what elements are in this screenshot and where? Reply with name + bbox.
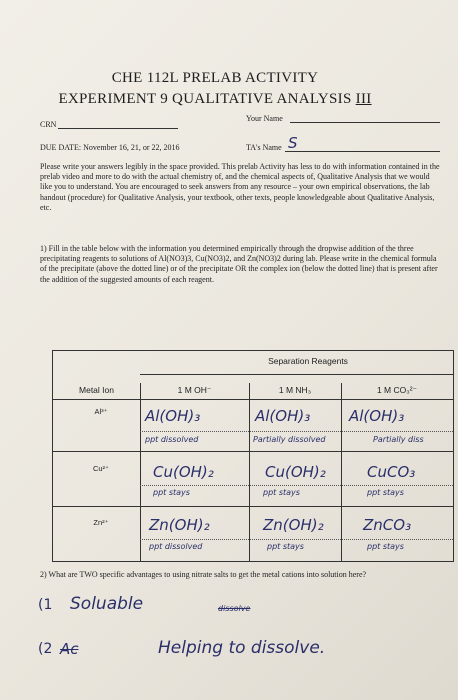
cell-al-nh3-note: Partially dissolved <box>253 435 326 444</box>
subtitle-text: EXPERIMENT 9 QUALITATIVE ANALYSIS <box>58 91 352 107</box>
dotted-line <box>140 539 453 540</box>
table-col-divider <box>341 383 342 561</box>
crn-field-line[interactable] <box>58 128 178 129</box>
answer-2-text: Helping to dissolve. <box>158 638 326 658</box>
ion-label: Zn²⁺ <box>93 518 109 527</box>
separation-reagents-header: Separation Reagents <box>268 356 348 366</box>
your-name-field-line[interactable] <box>290 122 440 123</box>
ion-label: Cu²⁺ <box>92 464 110 473</box>
cell-zn-oh-note: ppt dissolved <box>149 542 203 551</box>
cell-al-oh-note: ppt dissolved <box>145 435 199 444</box>
crn-label: CRN <box>40 120 57 129</box>
cell-cu-co3-note: ppt stays <box>367 488 404 497</box>
cell-zn-nh3: Zn(OH)₂ <box>263 516 324 534</box>
table-row-divider <box>53 506 453 507</box>
answer-2-number: (2 <box>38 641 53 657</box>
cell-cu-oh-note: ppt stays <box>153 488 190 497</box>
worksheet-title: CHE 112L PRELAB ACTIVITY <box>111 70 319 86</box>
cell-zn-oh: Zn(OH)₂ <box>149 516 210 534</box>
metal-ion-header: Metal Ion <box>79 385 114 395</box>
ta-name-field-line[interactable] <box>285 151 440 152</box>
cell-cu-nh3: Cu(OH)₂ <box>265 463 326 481</box>
ion-label: Al³⁺ <box>94 407 108 416</box>
question-1-text: 1) Fill in the table below with the information you determined empirically through the dropwise addition of the three precipitating reagents to solutions of Al(NO3)3, Cu(NO3)2, and Zn(NO3)2 during lab. Please write in the chemical formula of the precipitate (above the dotted line) or of the precipitate OR the complex ion (below the dotted line) that is present after the addition of the suggested amounts of each reagent. <box>40 244 438 284</box>
dotted-line <box>140 485 453 486</box>
worksheet-subtitle <box>0 91 430 108</box>
question-2-text: 2) What are TWO specific advantages to using nitrate salts to get the metal cations into solution here? <box>40 570 367 579</box>
instructions-paragraph: Please write your answers legibly in the space provided. This prelab Activity has less to do with information contained in the prelab video and more to do with the actual chemistry of, and the chemical aspects of, Qualitative Analysis that we would like you to understand. You are encouraged to seek answers from any resource – your own empirical observations, the lab handout (procedure) for Qualitative Analysis, your textbook, other texts, people knowledgeable about Qualitative Analysis, etc. <box>40 162 440 212</box>
answer-1-number: (1 <box>38 597 53 613</box>
answer-1-struck: dissolve <box>218 604 251 613</box>
ta-name-label: TA's Name <box>246 143 282 152</box>
table-group-divider <box>140 374 453 375</box>
your-name-label: Your Name <box>246 114 283 123</box>
ammonia-header: 1 M NH₃ <box>278 385 312 395</box>
ta-name-handwritten: S <box>288 134 298 152</box>
answer-2-struck: Ac <box>60 640 79 658</box>
table-col-divider <box>140 383 141 561</box>
hydroxide-header: 1 M OH⁻ <box>177 385 212 395</box>
cell-al-co3-note: Partially diss <box>373 435 424 444</box>
dotted-line <box>140 431 453 432</box>
cell-al-oh: Al(OH)₃ <box>145 407 201 425</box>
cell-cu-oh: Cu(OH)₂ <box>153 463 214 481</box>
due-date: DUE DATE: November 16, 21, or 22, 2016 <box>40 143 180 152</box>
answer-1-num: 1 <box>43 597 53 613</box>
answer-1-text: Soluable <box>70 594 144 614</box>
cell-cu-nh3-note: ppt stays <box>263 488 300 497</box>
cell-zn-co3-note: ppt stays <box>367 542 404 551</box>
table-row-divider <box>53 451 453 452</box>
cell-cu-co3: CuCO₃ <box>367 463 416 481</box>
separation-reagents-table <box>52 350 454 562</box>
table-col-divider <box>249 383 250 561</box>
table-header-divider <box>53 399 453 400</box>
carbonate-header: 1 M CO₃²⁻ <box>376 385 418 395</box>
subtitle-roman: III <box>355 91 372 107</box>
cell-zn-co3: ZnCO₃ <box>363 516 412 534</box>
cell-zn-nh3-note: ppt stays <box>267 542 304 551</box>
cell-al-nh3: Al(OH)₃ <box>255 407 311 425</box>
answer-2-num: 2 <box>43 641 53 657</box>
cell-al-co3: Al(OH)₃ <box>349 407 405 425</box>
